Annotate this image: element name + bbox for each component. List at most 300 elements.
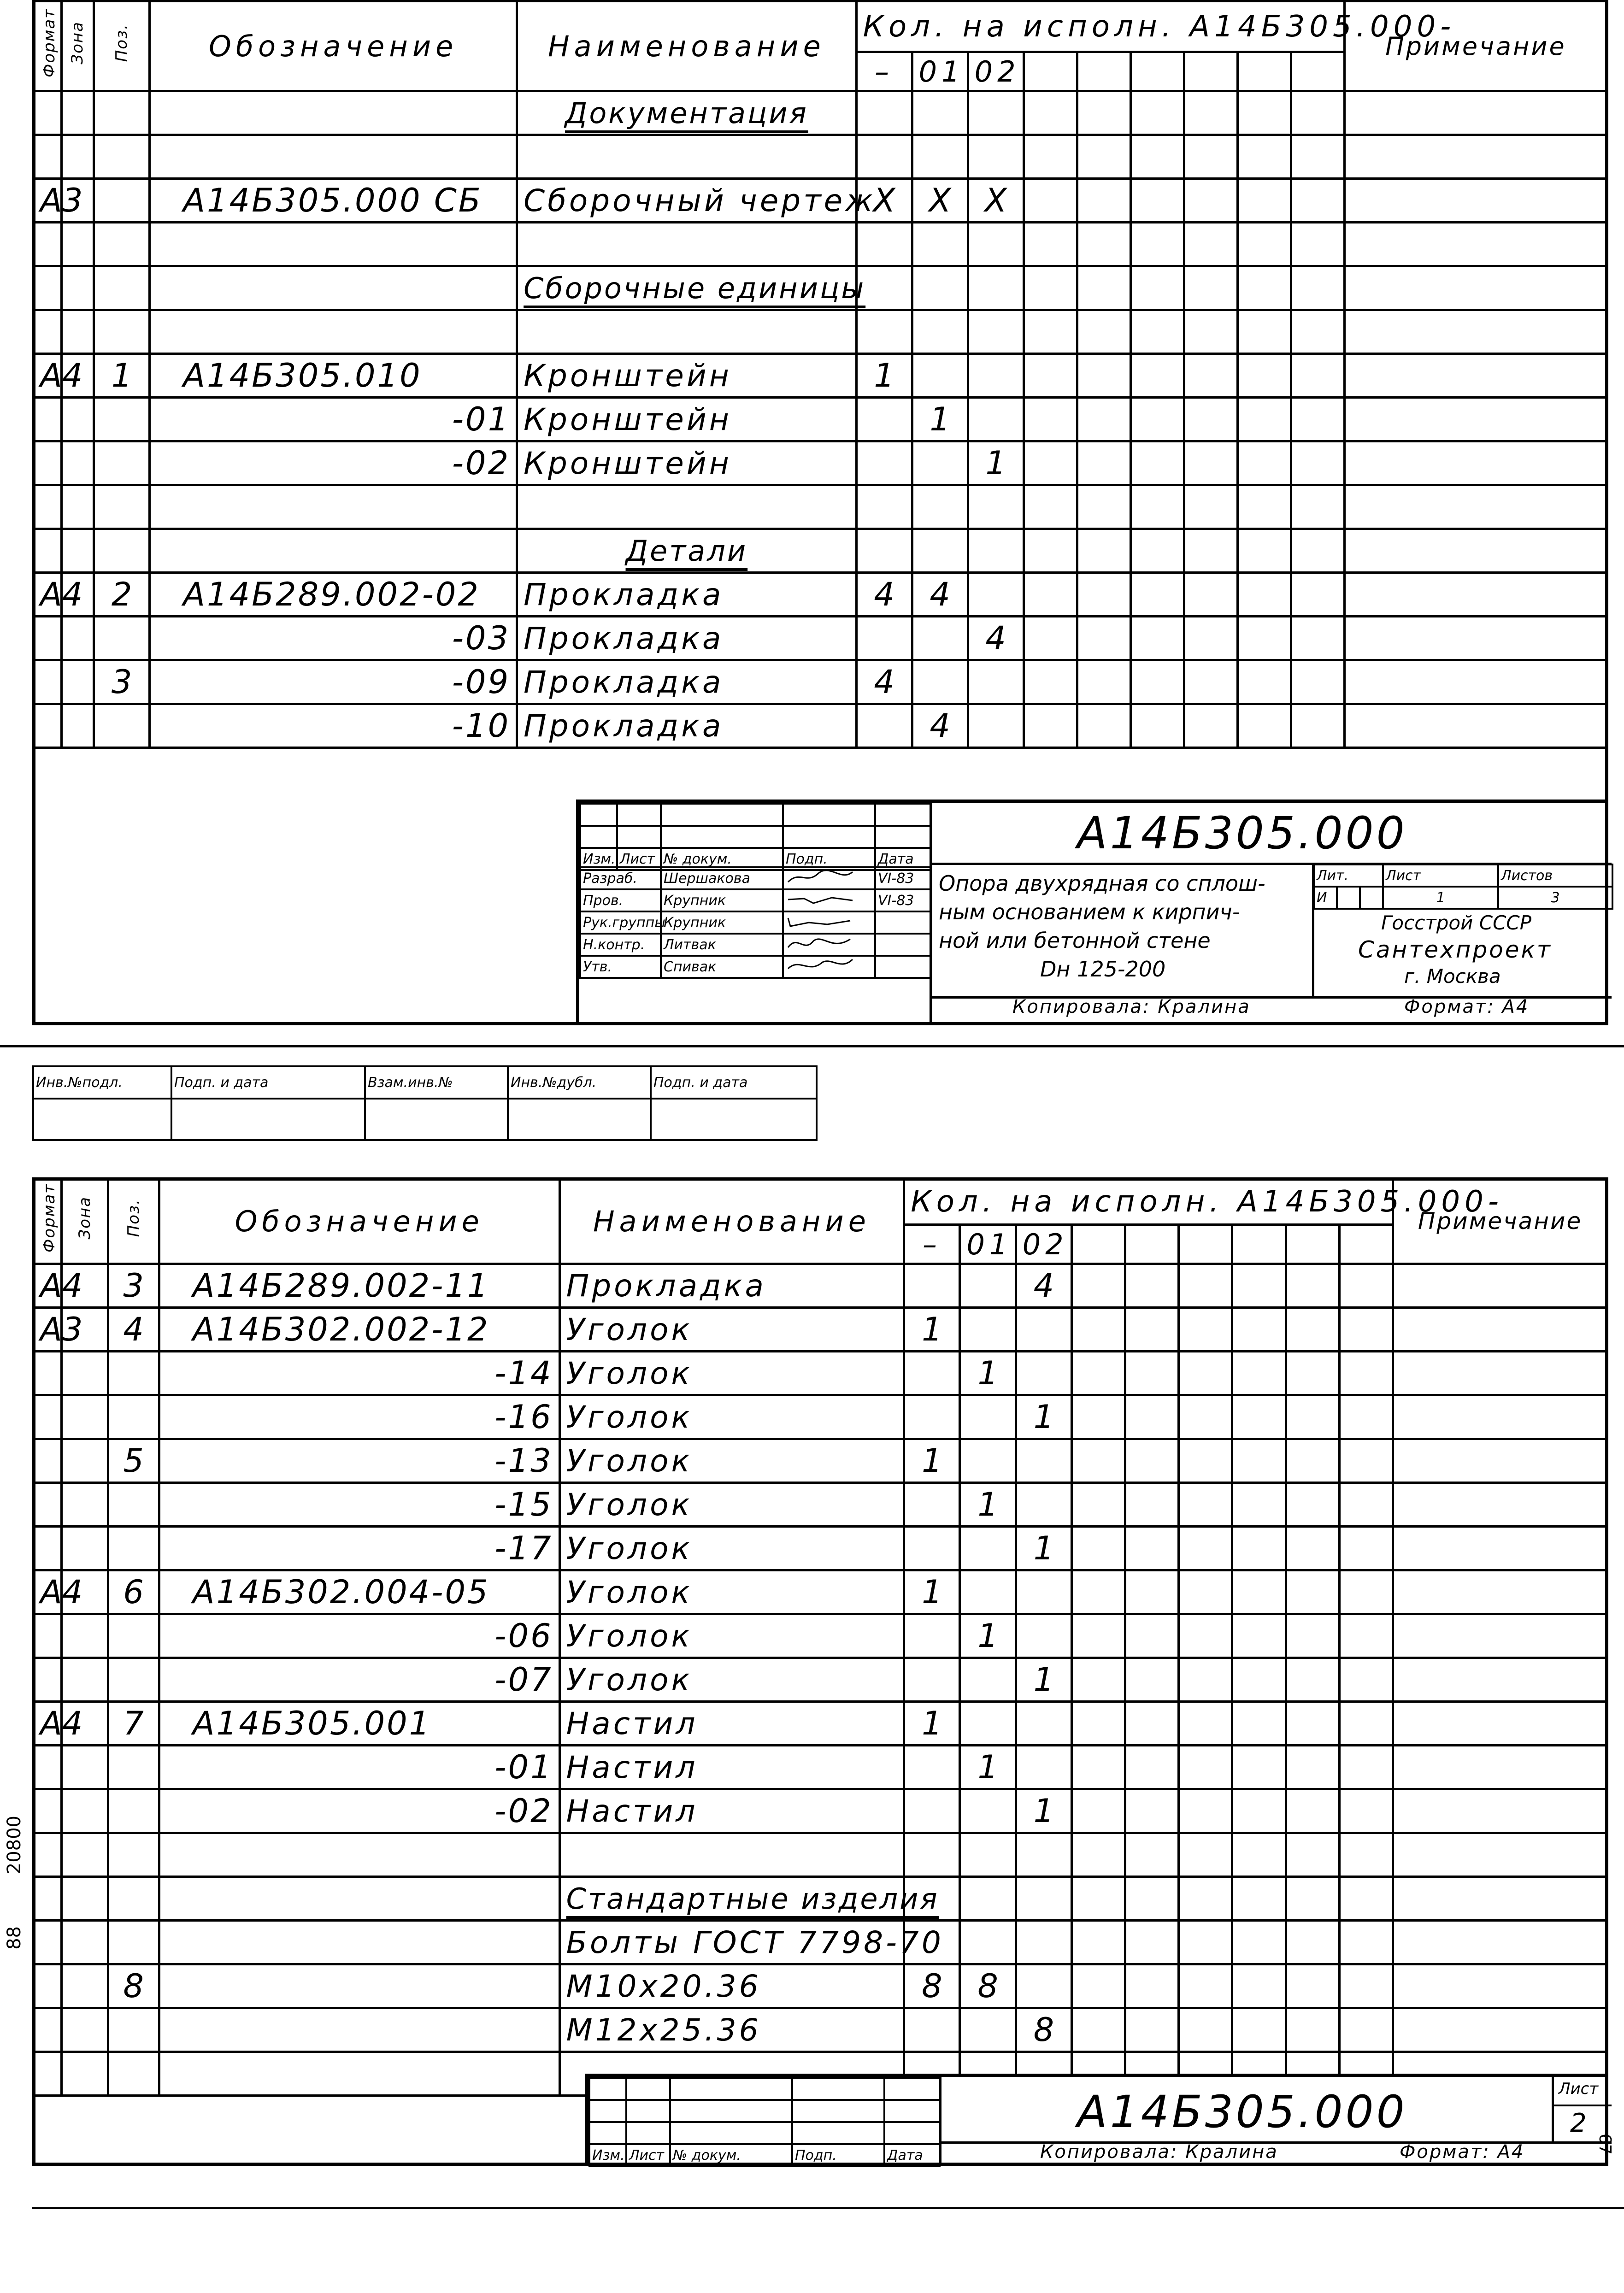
cell-qty-empty bbox=[1071, 1439, 1125, 1483]
tb1-title-line-4: Dн 125-200 bbox=[1040, 957, 1166, 982]
cell-zone bbox=[61, 266, 94, 310]
cell-pos: 3 bbox=[108, 1264, 159, 1308]
cell-qty-empty bbox=[1291, 91, 1344, 135]
cell-designation: А14Б305.000 СБ bbox=[150, 179, 517, 223]
cell-qty-01 bbox=[960, 1308, 1016, 1352]
cell-zone bbox=[61, 1439, 108, 1483]
signature bbox=[783, 889, 875, 911]
col-qty-title: Кол. на исполн. А14Б305.000- bbox=[856, 1, 1344, 52]
cell-note bbox=[1344, 704, 1607, 748]
cell-empty bbox=[1237, 485, 1291, 529]
cell-qty-empty bbox=[1286, 1921, 1339, 1964]
cell-qty-02 bbox=[1016, 1439, 1071, 1483]
cell-qty-empty bbox=[1125, 1964, 1179, 2008]
signature bbox=[783, 911, 875, 934]
table-row bbox=[34, 179, 1607, 223]
cell-qty-empty bbox=[912, 91, 968, 135]
table-row bbox=[34, 1789, 1607, 1833]
col-format: Формат bbox=[34, 1179, 62, 1264]
cell-qty-empty bbox=[1184, 660, 1237, 704]
side-label-vzam: Взам.инв.№ bbox=[365, 1066, 508, 1099]
tb1-person: Спивак bbox=[661, 956, 783, 978]
cell-empty bbox=[856, 223, 912, 266]
cell-empty bbox=[1125, 1833, 1179, 1877]
signature-mark bbox=[786, 912, 855, 929]
cell-empty bbox=[1130, 135, 1184, 179]
cell-qty-02 bbox=[1016, 1614, 1071, 1658]
table-row bbox=[34, 1964, 1607, 2008]
cell-empty bbox=[968, 310, 1024, 354]
cell-empty bbox=[159, 1833, 559, 1877]
cell-name: Уголок bbox=[559, 1570, 904, 1614]
col-variant-02: 02 bbox=[968, 52, 1024, 91]
cell-empty bbox=[94, 485, 150, 529]
tb1-title-line-2: ным основанием к кирпич- bbox=[939, 900, 1240, 924]
cell-empty bbox=[108, 2052, 159, 2096]
cell-qty-empty bbox=[1125, 1395, 1179, 1439]
cell-empty bbox=[1344, 223, 1607, 266]
signature-mark bbox=[786, 935, 855, 951]
cell-qty-base: 1 bbox=[904, 1570, 960, 1614]
cell-note bbox=[1393, 1614, 1607, 1658]
cell-empty bbox=[150, 223, 517, 266]
cell-qty-01: 8 bbox=[960, 1964, 1016, 2008]
cell-empty bbox=[1071, 1833, 1125, 1877]
cell-format: А3 bbox=[34, 179, 62, 223]
cell-designation: А14Б305.001 bbox=[159, 1702, 559, 1746]
cell-designation: А14Б305.010 bbox=[150, 354, 517, 398]
cell-empty bbox=[1130, 223, 1184, 266]
cell-empty bbox=[61, 2052, 108, 2096]
cell-qty-02 bbox=[1016, 1483, 1071, 1527]
cell-empty bbox=[1184, 135, 1237, 179]
tb1-person: Крупник bbox=[661, 911, 783, 934]
cell-pos bbox=[94, 441, 150, 485]
margin-number-1: 20800 bbox=[4, 1816, 25, 1875]
cell-qty-01 bbox=[960, 2008, 1016, 2052]
tb1-date: VI-83 bbox=[875, 867, 930, 889]
cell-name: Уголок bbox=[559, 1527, 904, 1570]
cell-empty bbox=[960, 1833, 1016, 1877]
cell-qty-empty bbox=[1077, 398, 1130, 441]
cell-name: Уголок bbox=[559, 1614, 904, 1658]
tb2-sheet-label: Лист bbox=[1559, 2080, 1599, 2098]
cell-qty-empty bbox=[1130, 398, 1184, 441]
cell-note bbox=[1393, 1658, 1607, 1702]
cell-zone bbox=[61, 1352, 108, 1395]
cell-qty-02 bbox=[1016, 1352, 1071, 1395]
cell-pos bbox=[108, 1483, 159, 1527]
cell-qty-base bbox=[856, 704, 912, 748]
cell-qty-base bbox=[904, 1264, 960, 1308]
section-row bbox=[34, 266, 1607, 310]
cell-format bbox=[34, 1439, 62, 1483]
cell-qty-empty bbox=[960, 1877, 1016, 1921]
cell-empty bbox=[159, 2052, 559, 2096]
tb2-label-date: Дата bbox=[884, 2144, 940, 2166]
cell-qty-02 bbox=[1016, 1964, 1071, 2008]
tb1-sheet-label: Лист bbox=[1383, 864, 1498, 887]
cell-qty-01 bbox=[912, 660, 968, 704]
cell-pos: 5 bbox=[108, 1439, 159, 1483]
cell-qty-empty bbox=[1184, 441, 1237, 485]
cell-qty-empty bbox=[1232, 1964, 1286, 2008]
table-row bbox=[34, 1658, 1607, 1702]
cell-empty bbox=[1237, 135, 1291, 179]
cell-qty-empty bbox=[1184, 91, 1237, 135]
cell-name: Настил bbox=[559, 1746, 904, 1789]
side-label-sign-date-2: Подп. и дата bbox=[651, 1066, 817, 1099]
cell-qty-empty bbox=[1130, 529, 1184, 573]
cell-qty-empty bbox=[1179, 2008, 1232, 2052]
cell-note bbox=[1344, 441, 1607, 485]
cell-qty-empty bbox=[1179, 1658, 1232, 1702]
tb2-copied: Копировала: Кралина bbox=[1040, 2141, 1278, 2163]
margin-number-2: 88 bbox=[4, 1926, 25, 1950]
table-row bbox=[34, 441, 1607, 485]
cell-format bbox=[34, 398, 62, 441]
cell-designation: -03 bbox=[150, 617, 517, 660]
cell-qty-empty bbox=[968, 266, 1024, 310]
cell-qty-empty bbox=[1179, 1921, 1232, 1964]
cell-designation bbox=[159, 1964, 559, 2008]
cell-pos bbox=[108, 2008, 159, 2052]
cell-qty-02: 1 bbox=[968, 441, 1024, 485]
cell-qty-01 bbox=[960, 1921, 1016, 1964]
cell-zone bbox=[61, 91, 94, 135]
cell-empty bbox=[61, 1833, 108, 1877]
table-row bbox=[34, 1570, 1607, 1614]
col-qty-title: Кол. на исполн. А14Б305.000- bbox=[904, 1179, 1393, 1225]
cell-qty-empty bbox=[1179, 1702, 1232, 1746]
cell-qty-empty bbox=[1125, 1570, 1179, 1614]
cell-qty-empty bbox=[1071, 1352, 1125, 1395]
cell-qty-empty bbox=[1232, 1702, 1286, 1746]
cell-qty-empty bbox=[1071, 1264, 1125, 1308]
cell-qty-empty bbox=[1339, 1614, 1393, 1658]
cell-empty bbox=[61, 135, 94, 179]
tb1-date bbox=[875, 911, 930, 934]
tb1-org-3: г. Москва bbox=[1404, 965, 1501, 988]
cell-qty-empty bbox=[1286, 2008, 1339, 2052]
title-block-1 bbox=[576, 800, 1608, 1025]
cell-qty-base: 8 bbox=[904, 1964, 960, 2008]
cell-qty-01 bbox=[912, 354, 968, 398]
cell-qty-empty bbox=[1286, 1352, 1339, 1395]
cell-designation: -10 bbox=[150, 704, 517, 748]
section-row bbox=[34, 529, 1607, 573]
cell-empty bbox=[912, 223, 968, 266]
cell-qty-empty bbox=[1232, 1483, 1286, 1527]
cut-line bbox=[0, 1045, 1624, 1047]
tb1-role: Пров. bbox=[580, 889, 661, 911]
cell-format bbox=[34, 1789, 62, 1833]
side-labels bbox=[32, 1065, 818, 1141]
cell-qty-empty bbox=[1179, 1877, 1232, 1921]
tb1-copied: Копировала: Кралина bbox=[1012, 996, 1251, 1017]
cell-qty-02 bbox=[968, 660, 1024, 704]
col-pos: Поз. bbox=[94, 1, 150, 91]
table-row bbox=[34, 660, 1607, 704]
cell-pos bbox=[94, 617, 150, 660]
cell-pos bbox=[108, 1877, 159, 1921]
cell-qty-empty bbox=[1286, 1570, 1339, 1614]
cell-qty-02: 1 bbox=[1016, 1527, 1071, 1570]
cell-zone bbox=[61, 1746, 108, 1789]
cell-pos bbox=[94, 704, 150, 748]
cell-qty-empty bbox=[1232, 1395, 1286, 1439]
cell-format bbox=[34, 1964, 62, 2008]
cell-qty-empty bbox=[1077, 91, 1130, 135]
cell-qty-empty bbox=[1024, 529, 1077, 573]
cell-empty bbox=[559, 1833, 904, 1877]
cell-qty-02: 4 bbox=[1016, 1264, 1071, 1308]
cell-qty-empty bbox=[1232, 1877, 1286, 1921]
cell-name: Кронштейн bbox=[517, 441, 856, 485]
cell-format: А4 bbox=[34, 1570, 62, 1614]
cell-format bbox=[34, 266, 62, 310]
cell-qty-empty bbox=[1232, 1308, 1286, 1352]
cell-empty bbox=[1286, 1833, 1339, 1877]
cell-zone bbox=[61, 1921, 108, 1964]
cell-empty bbox=[1024, 310, 1077, 354]
cell-pos: 6 bbox=[108, 1570, 159, 1614]
cell-qty-base: 4 bbox=[856, 573, 912, 617]
cell-qty-empty bbox=[1339, 1527, 1393, 1570]
cell-empty bbox=[1237, 310, 1291, 354]
cell-qty-empty bbox=[1071, 1527, 1125, 1570]
cell-empty bbox=[1344, 485, 1607, 529]
tb1-lit-value: И bbox=[1314, 887, 1337, 909]
cell-qty-01: 1 bbox=[960, 1352, 1016, 1395]
cell-format bbox=[34, 2008, 62, 2052]
cell-qty-base: 4 bbox=[856, 660, 912, 704]
cell-qty-empty bbox=[1071, 1483, 1125, 1527]
cell-note bbox=[1393, 1395, 1607, 1439]
cell-empty bbox=[1077, 223, 1130, 266]
table-row bbox=[34, 1264, 1607, 1308]
tb1-date bbox=[875, 934, 930, 956]
cell-qty-empty bbox=[1077, 179, 1130, 223]
tb1-doc-number: А14Б305.000 bbox=[1077, 807, 1407, 859]
cell-qty-empty bbox=[1339, 1921, 1393, 1964]
cell-note bbox=[1393, 1702, 1607, 1746]
cell-name: Кронштейн bbox=[517, 398, 856, 441]
cell-qty-empty bbox=[1339, 1395, 1393, 1439]
cell-qty-empty bbox=[1179, 1570, 1232, 1614]
cell-note bbox=[1393, 1352, 1607, 1395]
cell-note bbox=[1393, 1483, 1607, 1527]
tb1-org-2: Сантехпроект bbox=[1358, 936, 1552, 963]
signature bbox=[783, 956, 875, 978]
tb1-date: VI-83 bbox=[875, 889, 930, 911]
col-name: Наименование bbox=[559, 1179, 904, 1264]
cell-qty-empty bbox=[1077, 617, 1130, 660]
cell-qty-empty bbox=[1179, 1395, 1232, 1439]
signature bbox=[783, 934, 875, 956]
cell-empty bbox=[912, 135, 968, 179]
cell-qty-01 bbox=[960, 1527, 1016, 1570]
cell-note bbox=[1393, 1789, 1607, 1833]
cell-qty-empty bbox=[1024, 354, 1077, 398]
cell-qty-empty bbox=[1071, 1789, 1125, 1833]
cell-qty-empty bbox=[1339, 1439, 1393, 1483]
cell-qty-empty bbox=[1291, 179, 1344, 223]
cell-empty bbox=[1291, 223, 1344, 266]
cell-empty bbox=[1184, 223, 1237, 266]
cell-empty bbox=[150, 135, 517, 179]
spec-table-2 bbox=[32, 1177, 1608, 2097]
cell-qty-empty bbox=[1291, 266, 1344, 310]
cell-zone bbox=[61, 441, 94, 485]
cell-qty-empty bbox=[1071, 1964, 1125, 2008]
cell-designation: -14 bbox=[159, 1352, 559, 1395]
cell-qty-empty bbox=[1339, 1352, 1393, 1395]
cell-qty-empty bbox=[1077, 354, 1130, 398]
cell-pos bbox=[94, 91, 150, 135]
tb1-title-line-1: Опора двухрядная со сплош- bbox=[939, 871, 1265, 896]
cell-qty-empty bbox=[1125, 1877, 1179, 1921]
cell-name: Уголок bbox=[559, 1439, 904, 1483]
cell-qty-empty bbox=[1237, 441, 1291, 485]
tb1-title-line-3: ной или бетонной стене bbox=[939, 928, 1211, 953]
cell-qty-empty bbox=[1130, 617, 1184, 660]
cell-qty-empty bbox=[1130, 179, 1184, 223]
cell-qty-base bbox=[904, 1352, 960, 1395]
cell-qty-base bbox=[904, 1789, 960, 1833]
cell-qty-empty bbox=[1232, 2008, 1286, 2052]
cell-qty-empty bbox=[1071, 1746, 1125, 1789]
cell-note bbox=[1344, 91, 1607, 135]
cell-designation: -15 bbox=[159, 1483, 559, 1527]
cell-empty bbox=[856, 485, 912, 529]
bottom-rule bbox=[32, 2207, 1624, 2209]
cell-qty-empty bbox=[1077, 529, 1130, 573]
section-title: Сборочные единицы bbox=[517, 266, 856, 310]
tb1-sheet-value: 1 bbox=[1383, 887, 1498, 909]
cell-format bbox=[34, 1921, 62, 1964]
cell-format bbox=[34, 1395, 62, 1439]
cell-empty bbox=[1291, 135, 1344, 179]
tb2-label-sign: Подп. bbox=[792, 2144, 884, 2166]
cell-qty-base bbox=[904, 2008, 960, 2052]
cell-qty-02 bbox=[1016, 1308, 1071, 1352]
cell-qty-01 bbox=[912, 441, 968, 485]
cell-qty-empty bbox=[1184, 573, 1237, 617]
tb2-sheet-value: 2 bbox=[1570, 2108, 1587, 2138]
cell-qty-empty bbox=[1184, 617, 1237, 660]
cell-empty bbox=[34, 310, 62, 354]
cell-empty bbox=[1024, 135, 1077, 179]
cell-empty bbox=[150, 310, 517, 354]
cell-empty bbox=[1016, 1833, 1071, 1877]
cell-qty-empty bbox=[968, 529, 1024, 573]
tb1-date bbox=[875, 956, 930, 978]
tb2-format: Формат: А4 bbox=[1400, 2141, 1525, 2163]
cell-zone bbox=[61, 1658, 108, 1702]
table-row bbox=[34, 1921, 1607, 1964]
cell-qty-02: 1 bbox=[1016, 1395, 1071, 1439]
signature-mark bbox=[786, 957, 855, 973]
cell-format bbox=[34, 1746, 62, 1789]
cell-empty bbox=[517, 310, 856, 354]
cell-qty-01 bbox=[960, 1439, 1016, 1483]
section-row bbox=[34, 91, 1607, 135]
cell-zone bbox=[61, 1483, 108, 1527]
cell-note bbox=[1344, 529, 1607, 573]
cell-qty-empty bbox=[1286, 1614, 1339, 1658]
cell-qty-empty bbox=[1232, 1746, 1286, 1789]
tb1-role: Рук.группы bbox=[580, 911, 661, 934]
cell-qty-empty bbox=[1339, 1877, 1393, 1921]
cell-empty bbox=[150, 485, 517, 529]
cell-qty-empty bbox=[1130, 354, 1184, 398]
cell-name: М12х25.36 bbox=[559, 2008, 904, 2052]
cell-qty-empty bbox=[1071, 1702, 1125, 1746]
cell-designation: -16 bbox=[159, 1395, 559, 1439]
cell-qty-empty bbox=[1077, 660, 1130, 704]
col-pos: Поз. bbox=[108, 1179, 159, 1264]
cell-empty bbox=[61, 223, 94, 266]
cell-qty-empty bbox=[1125, 1921, 1179, 1964]
col-variant-02: 02 bbox=[1016, 1225, 1071, 1264]
cell-qty-base: Х bbox=[856, 179, 912, 223]
cell-qty-base: 1 bbox=[904, 1702, 960, 1746]
cell-name: Сборочный чертеж bbox=[517, 179, 856, 223]
cell-format: А4 bbox=[34, 1264, 62, 1308]
cell-qty-empty bbox=[1024, 704, 1077, 748]
cell-zone bbox=[61, 704, 94, 748]
cell-qty-empty bbox=[1125, 1527, 1179, 1570]
cell-qty-empty bbox=[1339, 1702, 1393, 1746]
tb2-label-doc: № докум. bbox=[670, 2144, 792, 2166]
cell-format bbox=[34, 1877, 62, 1921]
cell-qty-01 bbox=[960, 1789, 1016, 1833]
cell-note bbox=[1344, 660, 1607, 704]
cell-note bbox=[1393, 1877, 1607, 1921]
cell-qty-empty bbox=[1077, 441, 1130, 485]
signature bbox=[783, 867, 875, 889]
cell-empty bbox=[1232, 1833, 1286, 1877]
table-row bbox=[34, 1308, 1607, 1352]
cell-designation: -07 bbox=[159, 1658, 559, 1702]
cell-note bbox=[1393, 1527, 1607, 1570]
cell-qty-empty bbox=[1232, 1658, 1286, 1702]
cell-qty-empty bbox=[1286, 1439, 1339, 1483]
cell-empty bbox=[968, 135, 1024, 179]
cell-designation: А14Б302.002-12 bbox=[159, 1308, 559, 1352]
cell-qty-02 bbox=[968, 398, 1024, 441]
cell-qty-empty bbox=[1071, 1395, 1125, 1439]
cell-qty-base bbox=[904, 1658, 960, 1702]
cell-designation bbox=[150, 266, 517, 310]
cell-qty-empty bbox=[1291, 573, 1344, 617]
table-row bbox=[34, 573, 1607, 617]
cell-pos bbox=[108, 1395, 159, 1439]
cell-pos: 4 bbox=[108, 1308, 159, 1352]
cell-qty-empty bbox=[1237, 573, 1291, 617]
cell-qty-empty bbox=[1125, 1483, 1179, 1527]
spec-table-1 bbox=[32, 0, 1608, 749]
cell-pos: 1 bbox=[94, 354, 150, 398]
cell-qty-empty bbox=[1339, 1658, 1393, 1702]
cell-qty-empty bbox=[1125, 1352, 1179, 1395]
cell-qty-empty bbox=[1286, 1789, 1339, 1833]
tb1-org-1: Госстрой СССР bbox=[1381, 911, 1532, 934]
section-title: Документация bbox=[517, 91, 856, 135]
cell-qty-empty bbox=[1291, 660, 1344, 704]
table-row bbox=[34, 1833, 1607, 1877]
